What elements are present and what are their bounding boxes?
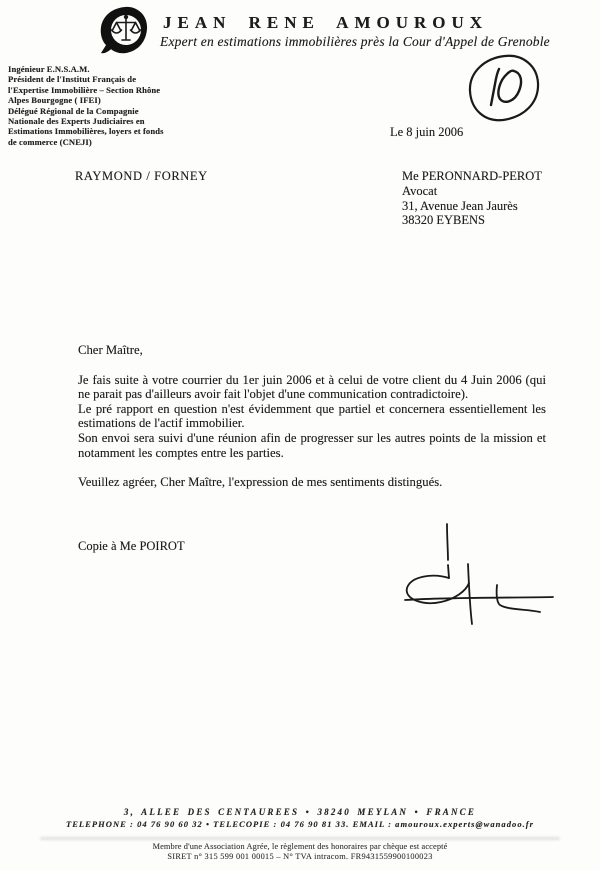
credential-line: Ingénieur E.N.S.A.M. <box>8 64 90 74</box>
footer-contact: TELEPHONE : 04 76 90 60 32 • TELECOPIE : 04 76 90 81 33. EMAIL : amouroux.experts@wanadoo.fr <box>65 819 535 829</box>
credential-line: Estimations Immobilières, loyers et fonds <box>8 126 164 137</box>
salutation: Cher Maître, <box>78 343 143 357</box>
case-reference: RAYMOND / FORNEY <box>75 169 208 183</box>
circled-page-number <box>465 53 543 123</box>
letterhead-name: JEAN RENE AMOUROUX <box>163 13 489 32</box>
footer-siret: SIRET n° 315 599 001 00015 – N° TVA intracom. FR9431559900100023 <box>167 852 433 861</box>
body-paragraph: Son envoi sera suivi d'une réunion afin de progresser sur les autres points de la mission et notamment les comptes entre les parties. <box>78 430 546 460</box>
recipient-title: Avocat <box>402 183 438 198</box>
letter-body <box>78 343 546 490</box>
credential-line: de commerce (CNEJI) <box>8 136 92 147</box>
recipient-city: 38320 EYBENS <box>402 213 485 228</box>
body-paragraph: Le pré rapport en question n'est évidemment que partiel et concernera essentiellement les estimations de l'actif immobilier. <box>78 401 546 431</box>
footer-address: 3, ALLEE DES CENTAUREES • 38240 MEYLAN • FRANCE <box>123 807 477 817</box>
date-line: Le 8 juin 2006 <box>390 125 464 139</box>
scan-artifact-line <box>40 837 560 840</box>
copy-note: Copie à Me POIROT <box>78 539 185 553</box>
closing-formula: Veuillez agréer, Cher Maître, l'expression de mes sentiments distingués. <box>78 475 443 490</box>
letterhead-credentials <box>8 64 198 147</box>
body-paragraph: Je fais suite à votre courrier du 1er juin 2006 et à celui de votre client du 4 Juin 2006 (qui ne parait pas d'ailleurs avoir fait l'objet d'une communication contradictoire). <box>78 372 546 402</box>
credential-line: Délégué Régional de la Compagnie <box>8 105 139 116</box>
credential-line: Président de l'Institut Français de <box>8 74 137 85</box>
recipient-address-block <box>402 169 542 228</box>
credential-line: l'Expertise Immobilière – Section Rhône <box>8 84 161 95</box>
letterhead-subtitle: Expert en estimations immobilières près la Cour d'Appel de Grenoble <box>160 34 550 49</box>
handwritten-signature <box>393 513 558 641</box>
fish-scales-of-justice-logo-icon <box>98 6 150 56</box>
recipient-name: Me PERONNARD-PEROT <box>402 169 542 183</box>
credential-line: Alpes Bourgogne ( IFEI) <box>8 95 101 106</box>
credential-line: Nationale des Experts Judiciaires en <box>8 116 145 127</box>
footer-association: Membre d'une Association Agrée, le règlement des honoraires par chèque est accepté <box>152 842 448 851</box>
recipient-street: 31, Avenue Jean Jaurès <box>402 198 518 213</box>
